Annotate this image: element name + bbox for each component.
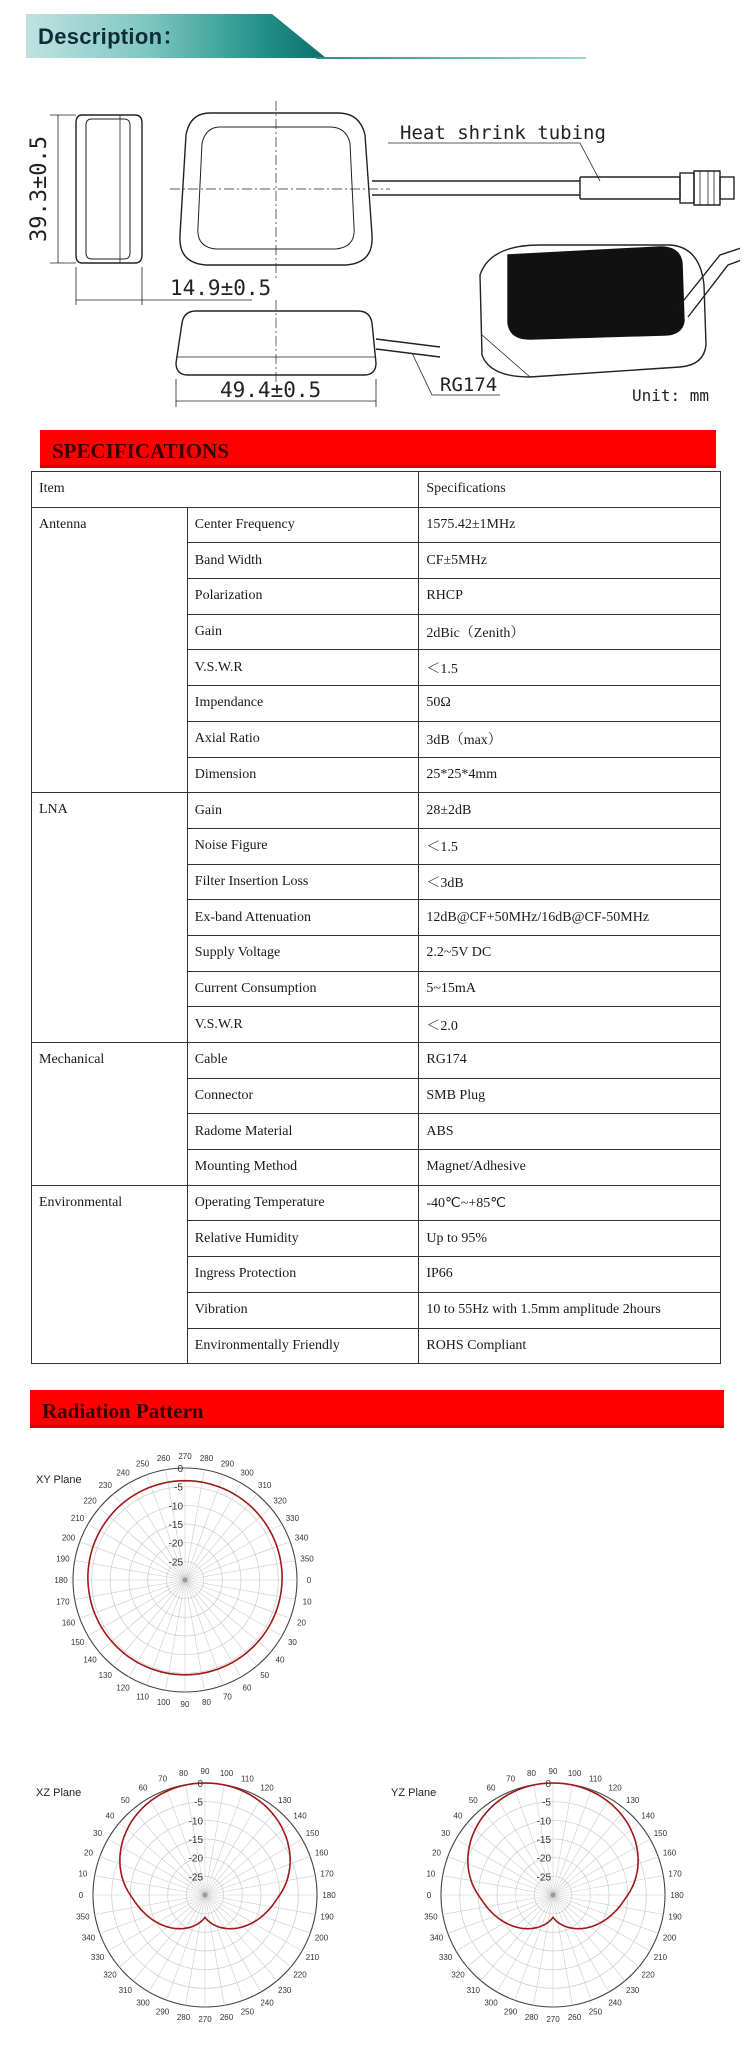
value-cell: 5~15mA <box>419 971 721 1007</box>
angle-tick-label: 270 <box>198 2015 212 2024</box>
param-cell: Supply Voltage <box>187 935 419 971</box>
value-cell: 50Ω <box>419 686 721 722</box>
ring-label: -25 <box>168 1557 183 1569</box>
param-cell: Current Consumption <box>187 971 419 1007</box>
angle-tick-label: 320 <box>273 1496 287 1506</box>
angle-tick-label: 330 <box>438 1953 453 1962</box>
group-name: Environmental <box>32 1185 188 1363</box>
angle-tick-label: 350 <box>76 1912 90 1922</box>
ring-label: -15 <box>536 1835 551 1846</box>
value-cell: CF±5MHz <box>419 543 721 579</box>
param-cell: Ex-band Attenuation <box>187 900 419 936</box>
ring-label: -20 <box>536 1853 551 1865</box>
param-cell: Cable <box>187 1043 419 1079</box>
angle-tick-label: 250 <box>135 1459 150 1469</box>
value-cell: ＜1.5 <box>419 828 721 864</box>
ring-label: -10 <box>168 1501 183 1513</box>
value-cell: ＜1.5 <box>419 650 721 686</box>
table-header-row <box>32 472 721 508</box>
angle-tick-label: 90 <box>200 1767 210 1776</box>
angle-tick-label: 280 <box>176 2013 191 2023</box>
angle-tick-label: 230 <box>278 1986 292 1995</box>
param-cell: Relative Humidity <box>187 1221 419 1257</box>
value-cell: 25*25*4mm <box>419 757 721 793</box>
param-cell: Impendance <box>187 686 419 722</box>
angle-tick-label: 290 <box>220 1459 235 1469</box>
param-cell: Vibration <box>187 1292 419 1328</box>
param-cell: Dimension <box>187 757 419 793</box>
yz-plane-label: YZ Plane <box>391 1787 437 1799</box>
xy-plane-label: XY Plane <box>36 1474 82 1486</box>
angle-tick-label: 350 <box>300 1554 314 1564</box>
angle-tick-label: 120 <box>116 1683 130 1693</box>
angle-tick-label: 40 <box>105 1811 115 1821</box>
specifications-title: SPECIFICATIONS <box>52 439 229 463</box>
param-cell: Polarization <box>187 579 419 615</box>
table-row <box>32 507 721 543</box>
value-cell: 3dB（max） <box>419 721 721 757</box>
angle-tick-label: 100 <box>567 1768 582 1778</box>
value-cell: -40℃~+85℃ <box>419 1185 721 1221</box>
angle-tick-label: 170 <box>320 1869 334 1879</box>
param-cell: V.S.W.R <box>187 650 419 686</box>
description-underline <box>316 57 586 59</box>
angle-tick-label: 260 <box>156 1453 171 1463</box>
dim-width-label: 49.4±0.5 <box>220 378 322 402</box>
ring-label: -10 <box>188 1816 203 1828</box>
angle-tick-label: 120 <box>608 1783 622 1793</box>
yz-plane-plot <box>408 1750 698 2040</box>
angle-tick-label: 190 <box>668 1912 682 1922</box>
value-cell: SMB Plug <box>419 1078 721 1114</box>
angle-tick-label: 80 <box>527 1768 536 1778</box>
angle-tick-label: 110 <box>241 1774 254 1784</box>
dim-height-label: 39.3±0.5 <box>27 136 52 242</box>
angle-tick-label: 220 <box>83 1496 97 1506</box>
param-cell: Environmentally Friendly <box>187 1328 419 1364</box>
angle-tick-label: 280 <box>199 1453 214 1463</box>
value-cell: 2dBic（Zenith） <box>419 614 721 650</box>
angle-tick-label: 340 <box>81 1933 96 1943</box>
specifications-bar <box>40 430 716 468</box>
angle-tick-label: 180 <box>322 1891 336 1900</box>
angle-tick-label: 250 <box>240 2007 255 2017</box>
radiation-title: Radiation Pattern <box>42 1399 204 1423</box>
angle-tick-label: 170 <box>668 1869 682 1879</box>
ring-label: -15 <box>168 1520 183 1531</box>
angle-tick-label: 40 <box>453 1811 463 1821</box>
ring-label: 0 <box>545 1779 551 1790</box>
param-cell: Axial Ratio <box>187 721 419 757</box>
angle-tick-label: 260 <box>567 2013 582 2023</box>
angle-tick-label: 190 <box>320 1912 334 1922</box>
ring-label: 0 <box>177 1464 183 1475</box>
angle-tick-label: 150 <box>70 1638 85 1647</box>
angle-tick-label: 260 <box>219 2013 234 2023</box>
angle-tick-label: 160 <box>314 1848 329 1858</box>
specifications-table <box>31 471 721 1364</box>
value-cell: ABS <box>419 1114 721 1150</box>
ring-label: -10 <box>536 1816 551 1828</box>
angle-tick-label: 160 <box>61 1618 76 1628</box>
angle-tick-label: 70 <box>158 1774 168 1784</box>
angle-tick-label: 50 <box>260 1671 270 1680</box>
radiation-bar <box>30 1390 724 1428</box>
group-name: Mechanical <box>32 1043 188 1186</box>
angle-tick-label: 220 <box>293 1970 307 1980</box>
value-cell: IP66 <box>419 1257 721 1293</box>
angle-tick-label: 290 <box>503 2007 518 2017</box>
value-cell: Magnet/Adhesive <box>419 1150 721 1186</box>
param-cell: Gain <box>187 614 419 650</box>
ring-label: -25 <box>188 1872 203 1884</box>
angle-tick-label: 300 <box>484 1998 498 2008</box>
angle-tick-label: 30 <box>93 1829 103 1838</box>
heat-shrink-label: Heat shrink tubing <box>400 122 606 144</box>
param-cell: Gain <box>187 793 419 829</box>
xz-plane-label: XZ Plane <box>36 1787 82 1799</box>
param-cell: Operating Temperature <box>187 1185 419 1221</box>
group-name: LNA <box>32 793 188 1043</box>
header-item: Item <box>32 472 419 508</box>
value-cell: 28±2dB <box>419 793 721 829</box>
angle-tick-label: 270 <box>178 1452 192 1461</box>
param-cell: Connector <box>187 1078 419 1114</box>
param-cell: Mounting Method <box>187 1150 419 1186</box>
angle-tick-label: 310 <box>258 1481 272 1490</box>
angle-tick-label: 10 <box>78 1869 88 1879</box>
angle-tick-label: 70 <box>506 1774 516 1784</box>
angle-tick-label: 0 <box>78 1891 84 1900</box>
value-cell: 12dB@CF+50MHz/16dB@CF-50MHz <box>419 900 721 936</box>
angle-tick-label: 240 <box>260 1998 274 2008</box>
param-cell: Center Frequency <box>187 507 419 543</box>
angle-tick-label: 210 <box>305 1953 320 1962</box>
angle-tick-label: 200 <box>61 1533 76 1543</box>
xz-plane-plot <box>60 1750 350 2040</box>
table-row <box>32 793 721 829</box>
angle-tick-label: 200 <box>314 1933 329 1943</box>
value-cell: 1575.42±1MHz <box>419 507 721 543</box>
angle-tick-label: 10 <box>426 1869 436 1879</box>
table-row <box>32 1043 721 1079</box>
ring-label: -25 <box>536 1872 551 1884</box>
angle-tick-label: 170 <box>56 1597 70 1607</box>
value-cell: ROHS Compliant <box>419 1328 721 1364</box>
angle-tick-label: 130 <box>278 1796 292 1805</box>
ring-label: -5 <box>174 1482 183 1494</box>
angle-tick-label: 70 <box>222 1692 232 1702</box>
ring-label: 0 <box>197 1779 203 1790</box>
angle-tick-label: 140 <box>293 1811 307 1821</box>
angle-tick-label: 230 <box>626 1986 640 1995</box>
unit-label: Unit: mm <box>632 386 710 405</box>
angle-tick-label: 330 <box>285 1514 300 1523</box>
angle-tick-label: 90 <box>548 1767 558 1776</box>
angle-tick-label: 240 <box>608 1998 622 2008</box>
angle-tick-label: 150 <box>653 1829 668 1838</box>
angle-tick-label: 210 <box>653 1953 668 1962</box>
angle-tick-label: 130 <box>626 1796 640 1805</box>
cable-label: RG174 <box>440 374 498 396</box>
xy-plane-plot <box>40 1435 330 1725</box>
angle-tick-label: 40 <box>275 1655 285 1665</box>
angle-tick-label: 20 <box>297 1618 306 1628</box>
ring-label: -20 <box>188 1853 203 1865</box>
angle-tick-label: 180 <box>54 1576 68 1585</box>
angle-tick-label: 60 <box>486 1783 496 1793</box>
angle-tick-label: 50 <box>468 1796 478 1805</box>
angle-tick-label: 100 <box>219 1768 234 1778</box>
ring-label: -15 <box>188 1835 203 1846</box>
header-spec: Specifications <box>419 472 721 508</box>
angle-tick-label: 180 <box>670 1891 684 1900</box>
angle-tick-label: 190 <box>56 1554 70 1564</box>
angle-tick-label: 10 <box>302 1597 312 1607</box>
angle-tick-label: 110 <box>589 1774 602 1784</box>
angle-tick-label: 80 <box>179 1768 188 1778</box>
param-cell: Ingress Protection <box>187 1257 419 1293</box>
param-cell: Noise Figure <box>187 828 419 864</box>
group-name: Antenna <box>32 507 188 793</box>
angle-tick-label: 60 <box>138 1783 148 1793</box>
angle-tick-label: 0 <box>426 1891 432 1900</box>
param-cell: Band Width <box>187 543 419 579</box>
angle-tick-label: 110 <box>136 1692 149 1702</box>
angle-tick-label: 140 <box>83 1655 97 1665</box>
angle-tick-label: 140 <box>641 1811 655 1821</box>
angle-tick-label: 50 <box>120 1796 130 1805</box>
angle-tick-label: 300 <box>240 1468 254 1478</box>
table-row <box>32 1185 721 1221</box>
angle-tick-label: 20 <box>84 1848 93 1858</box>
angle-tick-label: 160 <box>662 1848 677 1858</box>
value-cell: RG174 <box>419 1043 721 1079</box>
angle-tick-label: 60 <box>242 1683 252 1693</box>
angle-tick-label: 300 <box>136 1998 150 2008</box>
dim-thickness-label: 14.9±0.5 <box>170 276 272 300</box>
param-cell: Filter Insertion Loss <box>187 864 419 900</box>
angle-tick-label: 0 <box>306 1576 312 1585</box>
angle-tick-label: 150 <box>305 1829 320 1838</box>
ring-label: -5 <box>542 1797 551 1809</box>
angle-tick-label: 280 <box>524 2013 539 2023</box>
value-cell: ＜3dB <box>419 864 721 900</box>
angle-tick-label: 30 <box>441 1829 451 1838</box>
value-cell: 10 to 55Hz with 1.5mm amplitude 2hours <box>419 1292 721 1328</box>
value-cell: ＜2.0 <box>419 1007 721 1043</box>
angle-tick-label: 230 <box>98 1481 112 1490</box>
angle-tick-label: 350 <box>424 1912 438 1922</box>
value-cell: 2.2~5V DC <box>419 935 721 971</box>
angle-tick-label: 320 <box>451 1970 465 1980</box>
angle-tick-label: 310 <box>466 1986 480 1995</box>
angle-tick-label: 80 <box>202 1698 211 1708</box>
angle-tick-label: 250 <box>588 2007 603 2017</box>
angle-tick-label: 330 <box>90 1953 105 1962</box>
angle-tick-label: 100 <box>156 1698 171 1708</box>
angle-tick-label: 130 <box>98 1671 112 1680</box>
param-cell: Radome Material <box>187 1114 419 1150</box>
angle-tick-label: 200 <box>662 1933 677 1943</box>
value-cell: Up to 95% <box>419 1221 721 1257</box>
angle-tick-label: 340 <box>429 1933 444 1943</box>
ring-label: -5 <box>194 1797 203 1809</box>
angle-tick-label: 20 <box>432 1848 441 1858</box>
angle-tick-label: 270 <box>546 2015 560 2024</box>
angle-tick-label: 310 <box>118 1986 132 1995</box>
description-title: Description： <box>38 24 185 49</box>
angle-tick-label: 30 <box>287 1638 297 1647</box>
angle-tick-label: 320 <box>103 1970 117 1980</box>
value-cell: RHCP <box>419 579 721 615</box>
ring-label: -20 <box>168 1538 183 1550</box>
description-header <box>26 8 586 60</box>
angle-tick-label: 220 <box>641 1970 655 1980</box>
angle-tick-label: 340 <box>294 1533 309 1543</box>
angle-tick-label: 120 <box>260 1783 274 1793</box>
angle-tick-label: 210 <box>70 1514 85 1523</box>
param-cell: V.S.W.R <box>187 1007 419 1043</box>
angle-tick-label: 90 <box>180 1700 190 1709</box>
angle-tick-label: 290 <box>155 2007 170 2017</box>
antenna-drawing <box>20 95 740 420</box>
angle-tick-label: 240 <box>116 1468 130 1478</box>
